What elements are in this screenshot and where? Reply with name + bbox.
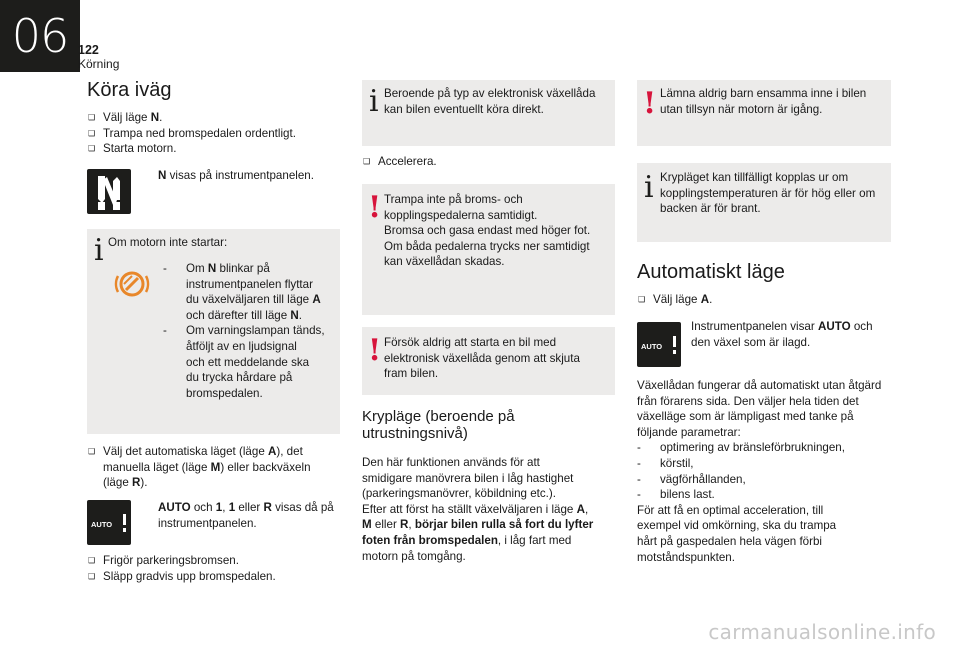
heading-automatic-mode: Automatiskt läge <box>637 261 785 283</box>
warning-lamp-icon <box>114 266 150 302</box>
info-box-text: Beroende på typ av elektronisk växellåda kan bilen eventuellt köra direkt. <box>384 87 596 116</box>
creep-mode-text: Den här funktionen används för att smidigare manövrera bilen i låg hastighet (parkeringsmanövrer, köbildning etc.). Efter att först ha ställt växelväljaren i läge A, M eller R, börjar bilen rulla så fort du lyfter foten från bromspedalen, i låg fart med motorn på tomgång. <box>362 456 594 563</box>
info-icon: i <box>369 84 379 119</box>
automatic-mode-body: Växellådan fungerar då automatiskt utan åtgärd från förarens sida. Den väljer hela tiden det växelläge som är lämpligast med tanke på följande parametrar: - optimering av bränsleförbrukningen, - körstil, - vägförhållanden, - bilens last. För att få en optimal acceleration, till exempel vid omkörning, ska du trampa hårt på gaspedalen hela vägen förbi motståndspunkten. <box>637 378 897 565</box>
warning-icon: ! <box>643 86 657 121</box>
final-steps <box>88 553 338 584</box>
warning-box-text: Lämna aldrig barn ensamma inne i bilen utan tillsyn när motorn är igång. <box>660 87 867 116</box>
warning-box-push-start <box>362 327 615 395</box>
step-select-auto-mode: ❑ Välj det automatiska läget (läge A), det manuella läget (läge M) eller backväxeln (läge R). <box>88 444 343 491</box>
gear-n-display-icon <box>87 169 131 214</box>
step-select-n: ❑ Välj läge N. <box>88 110 338 126</box>
info-item-n-blinks: - Om N blinkar på instrumentpanelen flyttar du växelväljaren till läge A och därefter till läge N. <box>163 262 321 322</box>
heading-kora-ivag: Köra iväg <box>87 79 172 101</box>
step-start-engine: ❑ Starta motorn. <box>88 141 338 157</box>
warning-box-pedals <box>362 184 615 315</box>
auto-display-text: Instrumentpanelen visar AUTO och den växel som är ilagd. <box>691 320 873 349</box>
info-box-text: Krypläget kan tillfälligt kopplas ur om kopplingstemperaturen är för hög eller om backen är för brant. <box>660 171 876 216</box>
info-box-engine-not-starting <box>87 229 340 434</box>
start-steps <box>88 110 338 157</box>
info-item-warning-lamp: - Om varningslampan tänds, åtföljt av en ljudsignal och ett meddelande ska du trycka hårdare på bromspedalen. <box>163 324 325 400</box>
info-box-creep-disengage <box>637 163 891 242</box>
info-box-list <box>163 261 335 401</box>
warning-box-text: Försök aldrig att starta en bil med elektronisk växellåda genom att skjuta fram bilen. <box>384 336 580 381</box>
warning-icon: ! <box>368 333 382 368</box>
step-accelerate: ❑ Accelerera. <box>363 154 437 170</box>
info-icon: i <box>94 233 104 268</box>
step-select-a: ❑ Välj läge A. <box>638 292 712 308</box>
page-number: 122 <box>78 43 99 57</box>
n-symbol-icon <box>87 169 131 214</box>
auto-icon-label: AUTO <box>91 520 113 529</box>
warning-icon: ! <box>368 190 382 225</box>
param-fuel: - optimering av bränsleförbrukningen, <box>637 441 845 455</box>
section-name: Körning <box>78 57 120 71</box>
info-box-title: Om motorn inte startar: <box>108 236 228 249</box>
chapter-tab <box>0 0 80 72</box>
step-release-brake-pedal: ❑ Släpp gradvis upp bromspedalen. <box>88 569 338 585</box>
param-road: - vägförhållanden, <box>637 472 746 486</box>
auto-display-text: AUTO och 1, 1 eller R visas då på instrumentpanelen. <box>158 501 334 530</box>
info-icon: i <box>644 170 654 205</box>
warning-box-text: Trampa inte på broms- och kopplingspedalerna samtidigt. Bromsa och gasa endast med höger fot. Om båda pedalerna trycks ner samtidigt kan växellådan skadas. <box>384 193 591 269</box>
param-load: - bilens last. <box>637 488 715 502</box>
step-release-parking-brake: ❑ Frigör parkeringsbromsen. <box>88 553 338 569</box>
heading-creep-mode: Krypläge (beroende på utrustningsnivå) <box>362 408 515 442</box>
n-display-text: N visas på instrumentpanelen. <box>158 169 314 182</box>
chapter-number: 06 <box>11 9 69 63</box>
watermark: carmanualsonline.info <box>708 620 936 645</box>
info-box-electronic-gearbox <box>362 80 615 146</box>
auto-icon-label: AUTO <box>641 342 663 351</box>
auto-display-icon <box>87 500 131 545</box>
param-driving-style: - körstil, <box>637 456 694 470</box>
warning-box-children <box>637 80 891 146</box>
auto-display-icon <box>637 322 681 367</box>
step-press-brake: ❑ Trampa ned bromspedalen ordentligt. <box>88 126 338 142</box>
